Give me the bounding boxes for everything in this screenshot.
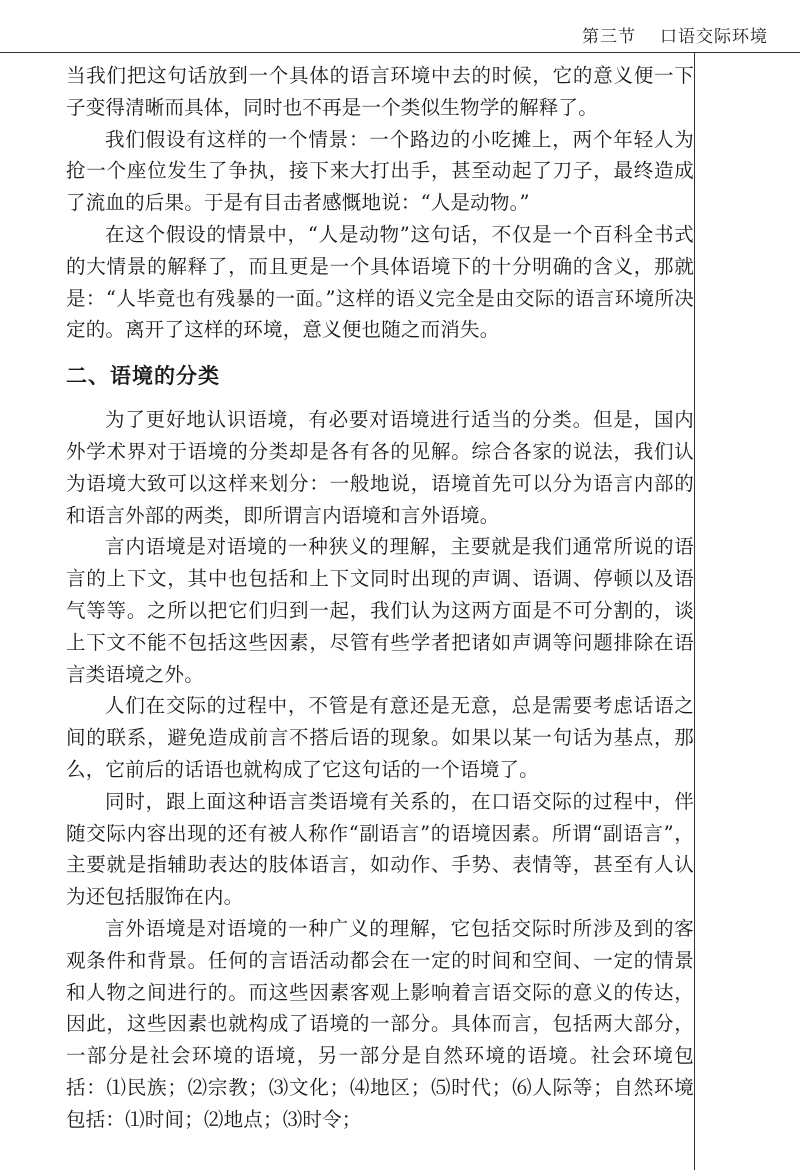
side-margin-rule xyxy=(694,52,695,1170)
paragraph: 为了更好地认识语境，有必要对语境进行适当的分类。但是，国内外学术界对于语境的分类却是各有各的见解。综合各家的说法，我们认为语境大致可以这样来划分：一般地说，语境首先可以分为语言内部的和语言外部的两类，即所谓言内语境和言外语境。 xyxy=(66,408,694,527)
header-section-number: 第三节 xyxy=(582,27,636,47)
paragraph: 同时，跟上面这种语言类语境有关系的，在口语交际的过程中，伴随交际内容出现的还有被人称作“副语言”的语境因素。所谓“副语言”，主要就是指辅助表达的肢体语言，如动作、手势、表情等，甚至有人认为还包括服饰在内。 xyxy=(66,789,694,909)
paragraph: 当我们把这句话放到一个具体的语言环境中去的时候，它的意义便一下子变得清晰而具体，同时也不再是一个类似生物学的解释了。 xyxy=(66,64,694,119)
paragraph: 在这个假设的情景中，“人是动物”这句话，不仅是一个百科全书式的大情景的解释了，而且更是一个具体语境下的十分明确的含义，那就是：“人毕竟也有残暴的一面。”这样的语义完全是由交际的语言环境所决定的。离开了这样的环境，意义便也随之而消失。 xyxy=(66,222,694,342)
section-heading: 二、语境的分类 xyxy=(66,364,220,389)
body-text xyxy=(66,60,694,1136)
header-rule xyxy=(0,52,800,53)
header-chapter-title: 口语交际环境 xyxy=(660,27,768,47)
paragraph: 我们假设有这样的一个情景：一个路边的小吃摊上，两个年轻人为抢一个座位发生了争执，接下来大打出手，甚至动起了刀子，最终造成了流血的后果。于是有目击者感慨地说：“人是动物。” xyxy=(66,127,694,215)
paragraph: 人们在交际的过程中，不管是有意还是无意，总是需要考虑话语之间的联系，避免造成前言不搭后语的现象。如果以某一句话为基点，那么，它前后的话语也就构成了它这句话的一个语境了。 xyxy=(66,694,694,781)
paragraph: 言外语境是对语境的一种广义的理解，它包括交际时所涉及到的客观条件和背景。任何的言语活动都会在一定的时间和空间、一定的情景和人物之间进行的。而这些因素客观上影响着言语交际的意义的传达，因此，这些因素也就构成了语境的一部分。具体而言，包括两大部分，一部分是社会环境的语境，另一部分是自然环境的语境。社会环境包括：⑴民族；⑵宗教；⑶文化；⑷地区；⑸时代；⑹人际等；自然环境包括：⑴时间；⑵地点；⑶时令； xyxy=(66,916,694,1131)
paragraph: 言内语境是对语境的一种狭义的理解，主要就是我们通常所说的语言的上下文，其中也包括和上下文同时出现的声调、语调、停顿以及语气等等。之所以把它们归到一起，我们认为这两方面是不可分割的，谈上下文不能不包括这些因素，尽管有些学者把诸如声调等问题排除在语言类语境之外。 xyxy=(66,535,694,686)
running-header xyxy=(582,22,768,47)
